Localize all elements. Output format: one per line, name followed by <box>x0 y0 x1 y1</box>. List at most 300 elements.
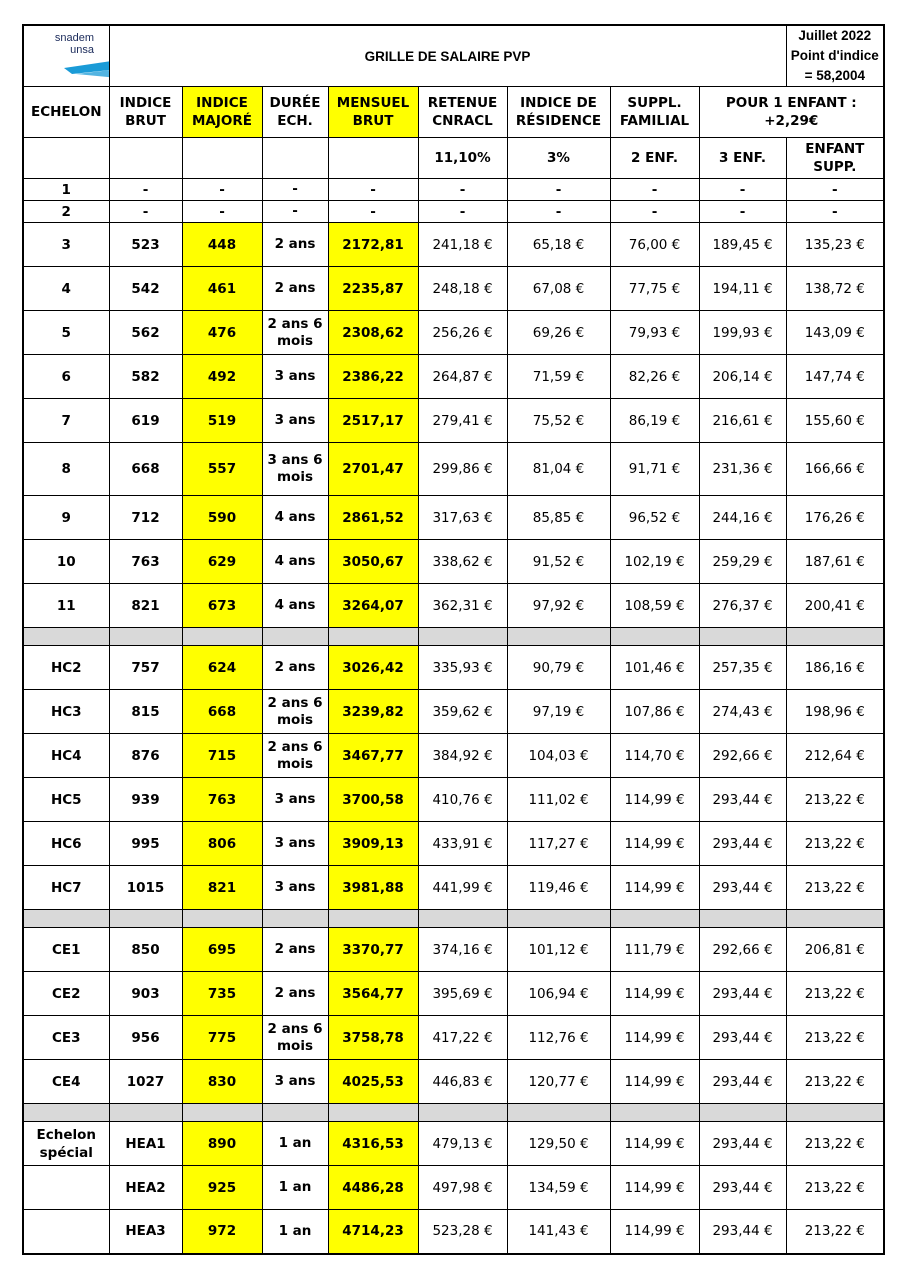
table-cell: 562 <box>109 311 182 355</box>
separator-row <box>23 628 884 646</box>
table-cell: 299,86 € <box>418 443 507 496</box>
table-cell: - <box>182 179 262 201</box>
table-cell: 956 <box>109 1016 182 1060</box>
table-cell: 359,62 € <box>418 690 507 734</box>
table-cell: 735 <box>182 972 262 1016</box>
table-cell: 925 <box>182 1166 262 1210</box>
table-cell: 523,28 € <box>418 1210 507 1254</box>
table-cell: 206,14 € <box>699 355 786 399</box>
subheader-empty <box>328 138 418 179</box>
table-cell: 4 ans <box>262 584 328 628</box>
table-cell: 939 <box>109 778 182 822</box>
table-cell: 134,59 € <box>507 1166 610 1210</box>
table-cell: 90,79 € <box>507 646 610 690</box>
table-cell: 876 <box>109 734 182 778</box>
table-row <box>23 311 884 355</box>
table-cell: 293,44 € <box>699 866 786 910</box>
table-cell: 213,22 € <box>786 866 884 910</box>
subheader-empty <box>23 138 109 179</box>
header-duree: DURÉE ECH. <box>262 87 328 138</box>
table-cell: 9 <box>23 496 109 540</box>
table-cell: 82,26 € <box>610 355 699 399</box>
table-cell: 3981,88 <box>328 866 418 910</box>
subheader-3-enf: 3 ENF. <box>699 138 786 179</box>
table-cell: 4714,23 <box>328 1210 418 1254</box>
separator-cell <box>262 1104 328 1122</box>
table-cell: 91,71 € <box>610 443 699 496</box>
table-cell: 3 ans <box>262 778 328 822</box>
table-cell: 141,43 € <box>507 1210 610 1254</box>
table-cell: 138,72 € <box>786 267 884 311</box>
table-cell: 76,00 € <box>610 223 699 267</box>
table-row <box>23 223 884 267</box>
table-cell: 75,52 € <box>507 399 610 443</box>
subheader-2-enf: 2 ENF. <box>610 138 699 179</box>
table-cell: 293,44 € <box>699 972 786 1016</box>
table-row <box>23 972 884 1016</box>
separator-cell <box>182 1104 262 1122</box>
table-cell: 712 <box>109 496 182 540</box>
table-cell: 85,85 € <box>507 496 610 540</box>
separator-cell <box>786 1104 884 1122</box>
table-cell: 2 ans <box>262 646 328 690</box>
table-cell: 3239,82 <box>328 690 418 734</box>
table-cell: 3026,42 <box>328 646 418 690</box>
separator-cell <box>328 1104 418 1122</box>
separator-cell <box>328 628 418 646</box>
table-cell: 257,35 € <box>699 646 786 690</box>
logo-cell <box>23 25 109 87</box>
table-cell: 317,63 € <box>418 496 507 540</box>
table-cell: 187,61 € <box>786 540 884 584</box>
header-suppl-familial: SUPPL. FAMILIAL <box>610 87 699 138</box>
table-cell: 7 <box>23 399 109 443</box>
table-cell: 6 <box>23 355 109 399</box>
table-cell: HC4 <box>23 734 109 778</box>
table-cell: 276,37 € <box>699 584 786 628</box>
table-cell: - <box>182 201 262 223</box>
header-indice-brut: INDICE BRUT <box>109 87 182 138</box>
table-cell: 362,31 € <box>418 584 507 628</box>
table-cell: 117,27 € <box>507 822 610 866</box>
separator-cell <box>699 1104 786 1122</box>
table-cell: 114,99 € <box>610 972 699 1016</box>
table-row <box>23 1210 884 1254</box>
table-cell: 114,99 € <box>610 1166 699 1210</box>
table-cell: 3 ans <box>262 822 328 866</box>
page-title: GRILLE DE SALAIRE PVP <box>109 25 786 87</box>
table-cell: - <box>699 201 786 223</box>
table-cell: 821 <box>109 584 182 628</box>
snadem-unsa-logo <box>28 26 105 86</box>
table-cell: 256,26 € <box>418 311 507 355</box>
table-cell: - <box>109 179 182 201</box>
header-indice-majore: INDICE MAJORÉ <box>182 87 262 138</box>
table-cell: CE4 <box>23 1060 109 1104</box>
separator-cell <box>23 628 109 646</box>
table-cell: 120,77 € <box>507 1060 610 1104</box>
table-cell: 395,69 € <box>418 972 507 1016</box>
table-cell: 492 <box>182 355 262 399</box>
table-cell: 71,59 € <box>507 355 610 399</box>
table-cell: 102,19 € <box>610 540 699 584</box>
table-cell: HEA1 <box>109 1122 182 1166</box>
table-row <box>23 443 884 496</box>
separator-cell <box>610 628 699 646</box>
table-cell: 108,59 € <box>610 584 699 628</box>
table-cell: 2172,81 <box>328 223 418 267</box>
table-cell: 293,44 € <box>699 1166 786 1210</box>
table-cell: 200,41 € <box>786 584 884 628</box>
table-cell: 97,19 € <box>507 690 610 734</box>
table-cell: 166,66 € <box>786 443 884 496</box>
table-row <box>23 496 884 540</box>
table-cell: 374,16 € <box>418 928 507 972</box>
table-cell: 213,22 € <box>786 778 884 822</box>
table-cell: 821 <box>182 866 262 910</box>
table-cell: 2517,17 <box>328 399 418 443</box>
separator-cell <box>699 628 786 646</box>
table-cell: 479,13 € <box>418 1122 507 1166</box>
table-cell: 107,86 € <box>610 690 699 734</box>
table-cell: 3 ans 6 mois <box>262 443 328 496</box>
table-cell: 519 <box>182 399 262 443</box>
subheader-empty <box>109 138 182 179</box>
table-cell: - <box>418 201 507 223</box>
table-cell: 101,46 € <box>610 646 699 690</box>
table-cell: 104,03 € <box>507 734 610 778</box>
table-cell: 129,50 € <box>507 1122 610 1166</box>
table-cell: 155,60 € <box>786 399 884 443</box>
table-cell: 1027 <box>109 1060 182 1104</box>
subheader-retenue-rate: 11,10% <box>418 138 507 179</box>
table-cell: 972 <box>182 1210 262 1254</box>
table-cell: 2 ans 6 mois <box>262 1016 328 1060</box>
table-cell: 2 ans 6 mois <box>262 311 328 355</box>
table-cell: 248,18 € <box>418 267 507 311</box>
table-cell: HC2 <box>23 646 109 690</box>
table-cell: HC5 <box>23 778 109 822</box>
table-cell: 10 <box>23 540 109 584</box>
table-cell: - <box>109 201 182 223</box>
table-cell: - <box>610 179 699 201</box>
table-cell: 114,99 € <box>610 1122 699 1166</box>
table-cell: 497,98 € <box>418 1166 507 1210</box>
table-row <box>23 690 884 734</box>
table-cell: 763 <box>109 540 182 584</box>
table-cell: 114,99 € <box>610 822 699 866</box>
table-cell: 69,26 € <box>507 311 610 355</box>
table-cell: 433,91 € <box>418 822 507 866</box>
table-cell: 264,87 € <box>418 355 507 399</box>
table-cell: 668 <box>109 443 182 496</box>
separator-cell <box>418 1104 507 1122</box>
table-cell: 542 <box>109 267 182 311</box>
table-cell: 147,74 € <box>786 355 884 399</box>
separator-cell <box>507 628 610 646</box>
table-cell: 198,96 € <box>786 690 884 734</box>
separator-cell <box>418 628 507 646</box>
table-cell: - <box>328 201 418 223</box>
table-cell: 1 <box>23 179 109 201</box>
table-cell: 446,83 € <box>418 1060 507 1104</box>
table-cell: 111,02 € <box>507 778 610 822</box>
table-cell: 668 <box>182 690 262 734</box>
subheader-empty <box>182 138 262 179</box>
table-cell: 119,46 € <box>507 866 610 910</box>
table-cell: 292,66 € <box>699 928 786 972</box>
table-cell: 590 <box>182 496 262 540</box>
table-cell: CE1 <box>23 928 109 972</box>
table-cell: 850 <box>109 928 182 972</box>
table-cell: 292,66 € <box>699 734 786 778</box>
table-cell: - <box>507 179 610 201</box>
table-cell: 715 <box>182 734 262 778</box>
table-cell: 3 <box>23 223 109 267</box>
subheader-enfant-supp: ENFANT SUPP. <box>786 138 884 179</box>
table-cell: 629 <box>182 540 262 584</box>
table-cell: - <box>786 179 884 201</box>
table-cell: 582 <box>109 355 182 399</box>
separator-cell <box>23 910 109 928</box>
table-cell: HC3 <box>23 690 109 734</box>
table-cell: HEA3 <box>109 1210 182 1254</box>
table-cell: - <box>328 179 418 201</box>
table-cell: 4025,53 <box>328 1060 418 1104</box>
table-cell: 2 ans 6 mois <box>262 734 328 778</box>
table-cell: 2 ans <box>262 928 328 972</box>
table-cell: 695 <box>182 928 262 972</box>
table-cell: 3 ans <box>262 355 328 399</box>
table-cell: 806 <box>182 822 262 866</box>
table-cell: 4 ans <box>262 496 328 540</box>
table-cell: 461 <box>182 267 262 311</box>
separator-cell <box>786 628 884 646</box>
table-cell: 259,29 € <box>699 540 786 584</box>
table-cell: 213,22 € <box>786 1210 884 1254</box>
logo-text-line1: snadem <box>54 32 94 44</box>
table-cell: 189,45 € <box>699 223 786 267</box>
table-cell: 3 ans <box>262 399 328 443</box>
separator-cell <box>109 1104 182 1122</box>
table-cell: 3370,77 <box>328 928 418 972</box>
separator-cell <box>418 910 507 928</box>
table-cell: 213,22 € <box>786 822 884 866</box>
table-cell: 890 <box>182 1122 262 1166</box>
separator-cell <box>109 910 182 928</box>
table-cell: - <box>262 179 328 201</box>
table-row <box>23 584 884 628</box>
table-row <box>23 928 884 972</box>
table-cell: 3758,78 <box>328 1016 418 1060</box>
table-cell: 448 <box>182 223 262 267</box>
table-cell: 114,99 € <box>610 778 699 822</box>
table-cell: 5 <box>23 311 109 355</box>
table-cell: 4 <box>23 267 109 311</box>
table-cell: 476 <box>182 311 262 355</box>
table-row <box>23 778 884 822</box>
table-cell: 176,26 € <box>786 496 884 540</box>
table-cell: 91,52 € <box>507 540 610 584</box>
table-cell: 2701,47 <box>328 443 418 496</box>
table-cell: 3909,13 <box>328 822 418 866</box>
separator-cell <box>23 1104 109 1122</box>
table-row <box>23 734 884 778</box>
table-cell: 2 <box>23 201 109 223</box>
table-cell: 241,18 € <box>418 223 507 267</box>
table-cell: 2235,87 <box>328 267 418 311</box>
table-cell: 763 <box>182 778 262 822</box>
table-cell: - <box>262 201 328 223</box>
table-cell: 67,08 € <box>507 267 610 311</box>
table-cell: 194,11 € <box>699 267 786 311</box>
table-cell: 206,81 € <box>786 928 884 972</box>
table-cell: 293,44 € <box>699 1016 786 1060</box>
salary-grid-table <box>22 24 885 1255</box>
table-cell: 557 <box>182 443 262 496</box>
table-cell: 11 <box>23 584 109 628</box>
table-cell: 903 <box>109 972 182 1016</box>
separator-cell <box>786 910 884 928</box>
table-cell: 143,09 € <box>786 311 884 355</box>
table-cell: 815 <box>109 690 182 734</box>
table-row <box>23 822 884 866</box>
table-row <box>23 1122 884 1166</box>
table-row <box>23 399 884 443</box>
table-cell: 112,76 € <box>507 1016 610 1060</box>
table-cell: 135,23 € <box>786 223 884 267</box>
header-retenue: RETENUE CNRACL <box>418 87 507 138</box>
table-cell: 757 <box>109 646 182 690</box>
table-cell: 2386,22 <box>328 355 418 399</box>
table-cell: 216,61 € <box>699 399 786 443</box>
separator-cell <box>507 910 610 928</box>
table-cell: 86,19 € <box>610 399 699 443</box>
table-cell: - <box>507 201 610 223</box>
table-cell: 213,22 € <box>786 1016 884 1060</box>
table-row <box>23 1060 884 1104</box>
table-cell: 244,16 € <box>699 496 786 540</box>
table-cell: 81,04 € <box>507 443 610 496</box>
table-cell: 293,44 € <box>699 822 786 866</box>
table-cell: 4486,28 <box>328 1166 418 1210</box>
table-cell: 293,44 € <box>699 778 786 822</box>
table-cell: 213,22 € <box>786 1166 884 1210</box>
table-cell: 3264,07 <box>328 584 418 628</box>
table-cell: 114,99 € <box>610 1210 699 1254</box>
table-cell: 97,92 € <box>507 584 610 628</box>
table-cell: 338,62 € <box>418 540 507 584</box>
table-cell: 335,93 € <box>418 646 507 690</box>
point-indice-label: Point d'indice = 58,2004 <box>790 48 879 83</box>
table-cell: 1015 <box>109 866 182 910</box>
table-cell: 830 <box>182 1060 262 1104</box>
separator-cell <box>262 628 328 646</box>
header-pour-enfant: POUR 1 ENFANT : +2,29€ <box>699 87 884 138</box>
separator-cell <box>610 910 699 928</box>
table-cell: 619 <box>109 399 182 443</box>
table-cell: HC7 <box>23 866 109 910</box>
separator-cell <box>699 910 786 928</box>
table-row <box>23 1166 884 1210</box>
table-cell: CE2 <box>23 972 109 1016</box>
table-cell: 212,64 € <box>786 734 884 778</box>
table-cell: 2861,52 <box>328 496 418 540</box>
table-row <box>23 646 884 690</box>
table-cell <box>23 1166 109 1210</box>
table-cell: 2 ans 6 mois <box>262 690 328 734</box>
table-row <box>23 540 884 584</box>
table-cell: 775 <box>182 1016 262 1060</box>
table-cell: 384,92 € <box>418 734 507 778</box>
table-cell: 4316,53 <box>328 1122 418 1166</box>
table-cell: 1 an <box>262 1166 328 1210</box>
table-cell: 101,12 € <box>507 928 610 972</box>
table-cell: 114,99 € <box>610 1016 699 1060</box>
table-cell: 114,70 € <box>610 734 699 778</box>
table-row <box>23 355 884 399</box>
table-cell: - <box>418 179 507 201</box>
separator-cell <box>262 910 328 928</box>
date-cell <box>786 25 884 87</box>
separator-row <box>23 910 884 928</box>
table-cell: 231,36 € <box>699 443 786 496</box>
table-cell: CE3 <box>23 1016 109 1060</box>
table-cell: 274,43 € <box>699 690 786 734</box>
table-cell: 2 ans <box>262 972 328 1016</box>
table-cell: 410,76 € <box>418 778 507 822</box>
table-row <box>23 267 884 311</box>
separator-cell <box>610 1104 699 1122</box>
table-cell: 79,93 € <box>610 311 699 355</box>
table-row <box>23 201 884 223</box>
table-cell: 114,99 € <box>610 1060 699 1104</box>
table-cell: 213,22 € <box>786 1122 884 1166</box>
table-cell: 8 <box>23 443 109 496</box>
table-cell: 417,22 € <box>418 1016 507 1060</box>
table-cell: Echelon spécial <box>23 1122 109 1166</box>
table-cell: HEA2 <box>109 1166 182 1210</box>
table-cell: 2 ans <box>262 267 328 311</box>
table-cell: 3 ans <box>262 866 328 910</box>
table-cell: 77,75 € <box>610 267 699 311</box>
header-echelon: ECHELON <box>23 87 109 138</box>
table-cell: - <box>610 201 699 223</box>
table-cell: 1 an <box>262 1210 328 1254</box>
table-cell: 624 <box>182 646 262 690</box>
table-cell: 279,41 € <box>418 399 507 443</box>
separator-row <box>23 1104 884 1122</box>
table-cell: 186,16 € <box>786 646 884 690</box>
subheader-residence-rate: 3% <box>507 138 610 179</box>
date-label: Juillet 2022 <box>798 28 872 43</box>
table-cell: 213,22 € <box>786 1060 884 1104</box>
table-cell: - <box>786 201 884 223</box>
table-cell: 3467,77 <box>328 734 418 778</box>
table-row <box>23 1016 884 1060</box>
logo-text-line2: unsa <box>70 44 94 56</box>
subheader-empty <box>262 138 328 179</box>
table-cell: 111,79 € <box>610 928 699 972</box>
table-cell <box>23 1210 109 1254</box>
table-cell: 2308,62 <box>328 311 418 355</box>
table-cell: 523 <box>109 223 182 267</box>
table-cell: 441,99 € <box>418 866 507 910</box>
table-cell: 106,94 € <box>507 972 610 1016</box>
table-row <box>23 866 884 910</box>
table-cell: - <box>699 179 786 201</box>
table-row <box>23 179 884 201</box>
